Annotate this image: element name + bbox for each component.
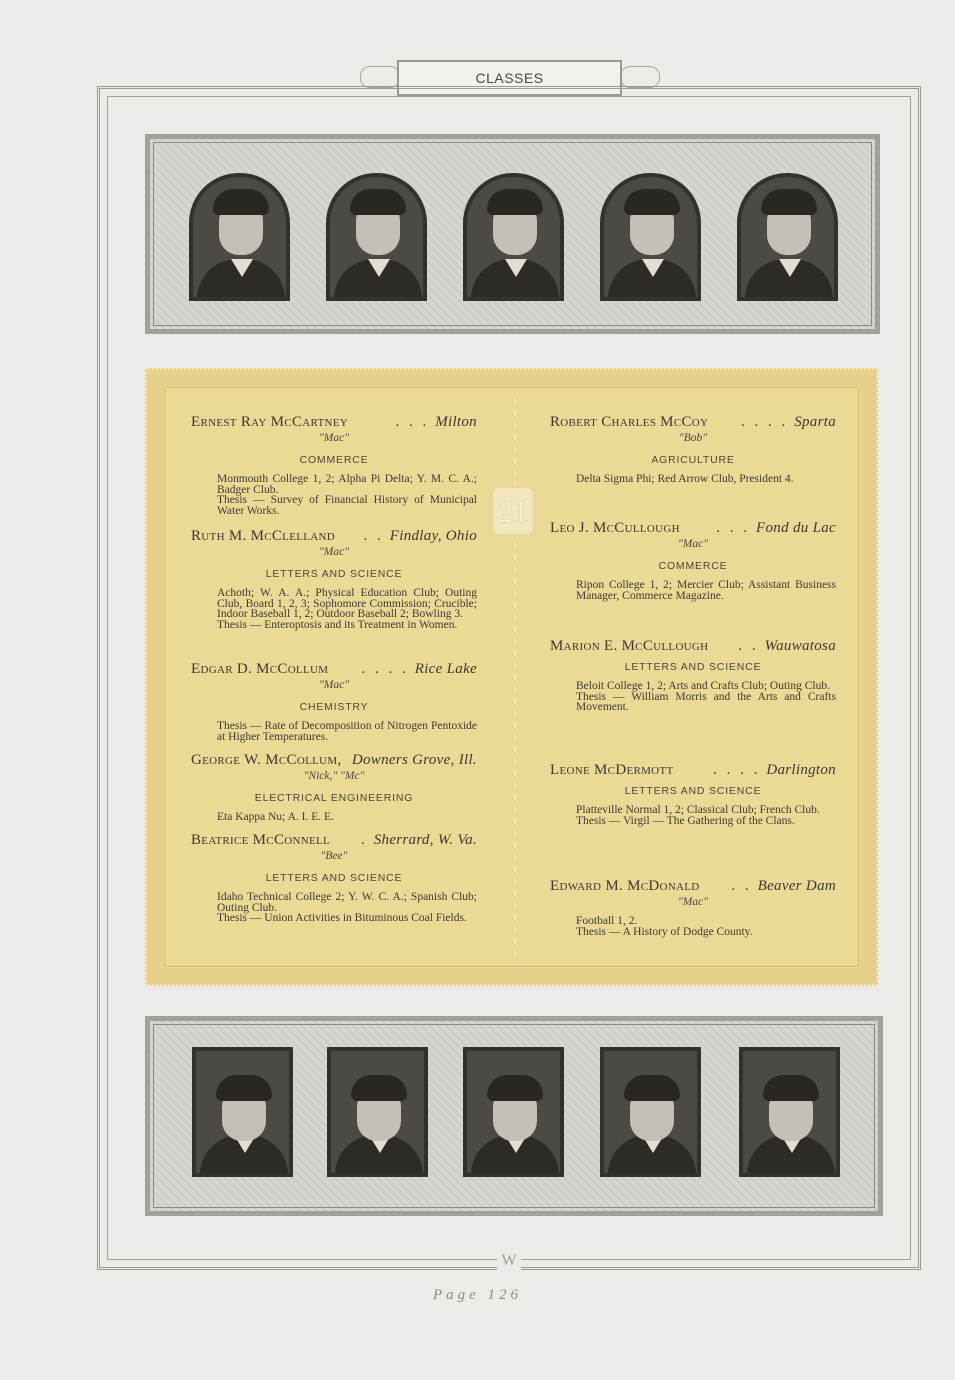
entry-edgar-mccollum (191, 661, 477, 742)
portrait-hair (487, 1075, 543, 1101)
department: ELECTRICAL ENGINEERING (254, 792, 414, 804)
student-name: George W. McCollum, (191, 752, 342, 768)
student-name: Beatrice McConnell (191, 832, 331, 848)
nickname: "Mac" (318, 546, 350, 558)
entry-mcdonald (550, 878, 836, 937)
department: COMMERCE (658, 560, 728, 572)
portrait-edgar-mccollum (463, 173, 564, 301)
student-name: Robert Charles McCoy (550, 414, 709, 430)
department: CHEMISTRY (299, 701, 369, 713)
entry-mccoy (550, 414, 836, 485)
entry-name-line (550, 414, 836, 431)
leader-dots: . . . . (713, 762, 761, 778)
top-portrait-band (145, 134, 880, 334)
leader-dots: . (360, 832, 368, 848)
leader-dots: . . . (395, 414, 430, 430)
entry-marion-mccullough (550, 638, 836, 713)
activities: Thesis — Rate of Decomposition of Nitrogen Pentoxide at Higher Temperatures. (217, 720, 477, 743)
department: LETTERS AND SCIENCE (624, 661, 762, 673)
activities: Achoth; W. A. A.; Physical Education Club; Outing Club, Board 1, 2, 3; Sophomore Commission; Crucible; Indoor Baseball 1, 2; Outdoor Baseball 2; Bowling 3. Thesis — Enteroptosis and its Treatment in Women. (217, 587, 477, 631)
department: LETTERS AND SCIENCE (265, 568, 403, 580)
nickname: "Bob" (678, 432, 708, 444)
leader-dots: . . (738, 638, 759, 654)
entry-name-line (191, 752, 477, 769)
portrait-hair (761, 189, 817, 215)
portrait-mccartney (189, 173, 290, 301)
class-number-plate: 21 (491, 486, 535, 536)
department: COMMERCE (299, 454, 369, 466)
department: AGRICULTURE (651, 454, 735, 466)
hometown: Beaver Dam (757, 878, 836, 894)
entry-name-line (550, 520, 836, 537)
activities: Idaho Technical College 2; Y. W. C. A.; Spanish Club; Outing Club. Thesis — Union Activities in Bituminous Coal Fields. (217, 891, 477, 924)
nickname: "Mac" (318, 679, 350, 691)
portrait-hair (624, 189, 680, 215)
nickname: "Nick," "Mc" (303, 770, 365, 782)
portrait-hair (624, 1075, 680, 1101)
hometown: Findlay, Ohio (389, 528, 477, 544)
header-ornament-right (620, 66, 660, 88)
entry-mcdermott (550, 762, 836, 826)
student-name: Marion E. McCullough (550, 638, 709, 654)
entry-george-mccollum (191, 752, 477, 823)
activities: Delta Sigma Phi; Red Arrow Club, President 4. (576, 473, 794, 485)
hometown: Rice Lake (414, 661, 477, 677)
entry-name-line (191, 832, 477, 849)
hometown: Milton (435, 414, 477, 430)
header-ornament-left (360, 66, 400, 88)
entry-mcclelland (191, 528, 477, 630)
leader-dots: . . . . (361, 661, 409, 677)
portrait-mcclelland (326, 173, 427, 301)
leader-dots: . . (731, 878, 752, 894)
entry-name-line (191, 661, 477, 678)
entry-name-line (191, 528, 477, 545)
activities: Ripon College 1, 2; Mercier Club; Assistant Business Manager, Commerce Magazine. (576, 579, 836, 602)
hometown: Downers Grove, Ill. (351, 752, 477, 768)
portrait-mcdonald (739, 1047, 840, 1177)
bottom-portrait-band (145, 1016, 883, 1216)
page-number: Page 126 (432, 1287, 523, 1303)
entry-name-line (550, 638, 836, 655)
department: LETTERS AND SCIENCE (624, 785, 762, 797)
nickname: "Bee" (320, 850, 348, 862)
portrait-hair (487, 189, 543, 215)
hometown: Fond du Lac (756, 520, 836, 536)
portrait-leo-mccullough (327, 1047, 428, 1177)
portrait-mccoy (192, 1047, 293, 1177)
leader-dots: . . (363, 528, 384, 544)
column-divider (514, 392, 516, 962)
student-name: Leone McDermott (550, 762, 674, 778)
portrait-marion-mccullough (463, 1047, 564, 1177)
nickname: "Mac" (677, 538, 709, 550)
portrait-hair (350, 189, 406, 215)
activities: Eta Kappa Nu; A. I. E. E. (217, 811, 334, 823)
entry-leo-mccullough (550, 520, 836, 601)
student-name: Edgar D. McCollum (191, 661, 329, 677)
hometown: Darlington (766, 762, 836, 778)
nickname: "Mac" (318, 432, 350, 444)
nickname: "Mac" (677, 896, 709, 908)
footer-w-mark: W (497, 1252, 521, 1270)
student-name: Edward M. McDonald (550, 878, 700, 894)
entry-name-line (191, 414, 477, 431)
portrait-hair (216, 1075, 272, 1101)
portrait-mcconnell (737, 173, 838, 301)
student-name: Ernest Ray McCartney (191, 414, 349, 430)
activities: Beloit College 1, 2; Arts and Crafts Club; Outing Club. Thesis — William Morris and the Arts and Crafts Movement. (576, 680, 836, 713)
entry-name-line (550, 762, 836, 779)
leader-dots: . . . . (740, 414, 789, 430)
activities: Platteville Normal 1, 2; Classical Club; French Club. Thesis — Virgil — The Gathering of the Clans. (576, 804, 820, 827)
student-name: Ruth M. McClelland (191, 528, 335, 544)
activities: Football 1, 2. Thesis — A History of Dodge County. (576, 915, 753, 938)
department: LETTERS AND SCIENCE (265, 872, 403, 884)
entry-mcconnell (191, 832, 477, 924)
entry-mccartney (191, 414, 477, 516)
portrait-hair (351, 1075, 407, 1101)
hometown: Wauwatosa (764, 638, 836, 654)
entry-name-line (550, 878, 836, 895)
leader-dots: . . . (716, 520, 751, 536)
activities: Monmouth College 1, 2; Alpha Pi Delta; Y. M. C. A.; Badger Club. Thesis — Survey of Financial History of Municipal Water Works. (217, 473, 477, 517)
hometown: Sherrard, W. Va. (373, 832, 477, 848)
hometown: Sparta (794, 414, 836, 430)
student-name: Leo J. McCullough (550, 520, 680, 536)
portrait-hair (763, 1075, 819, 1101)
page-header: CLASSES (397, 60, 622, 96)
portrait-hair (213, 189, 269, 215)
portrait-george-mccollum (600, 173, 701, 301)
portrait-mcdermott (600, 1047, 701, 1177)
